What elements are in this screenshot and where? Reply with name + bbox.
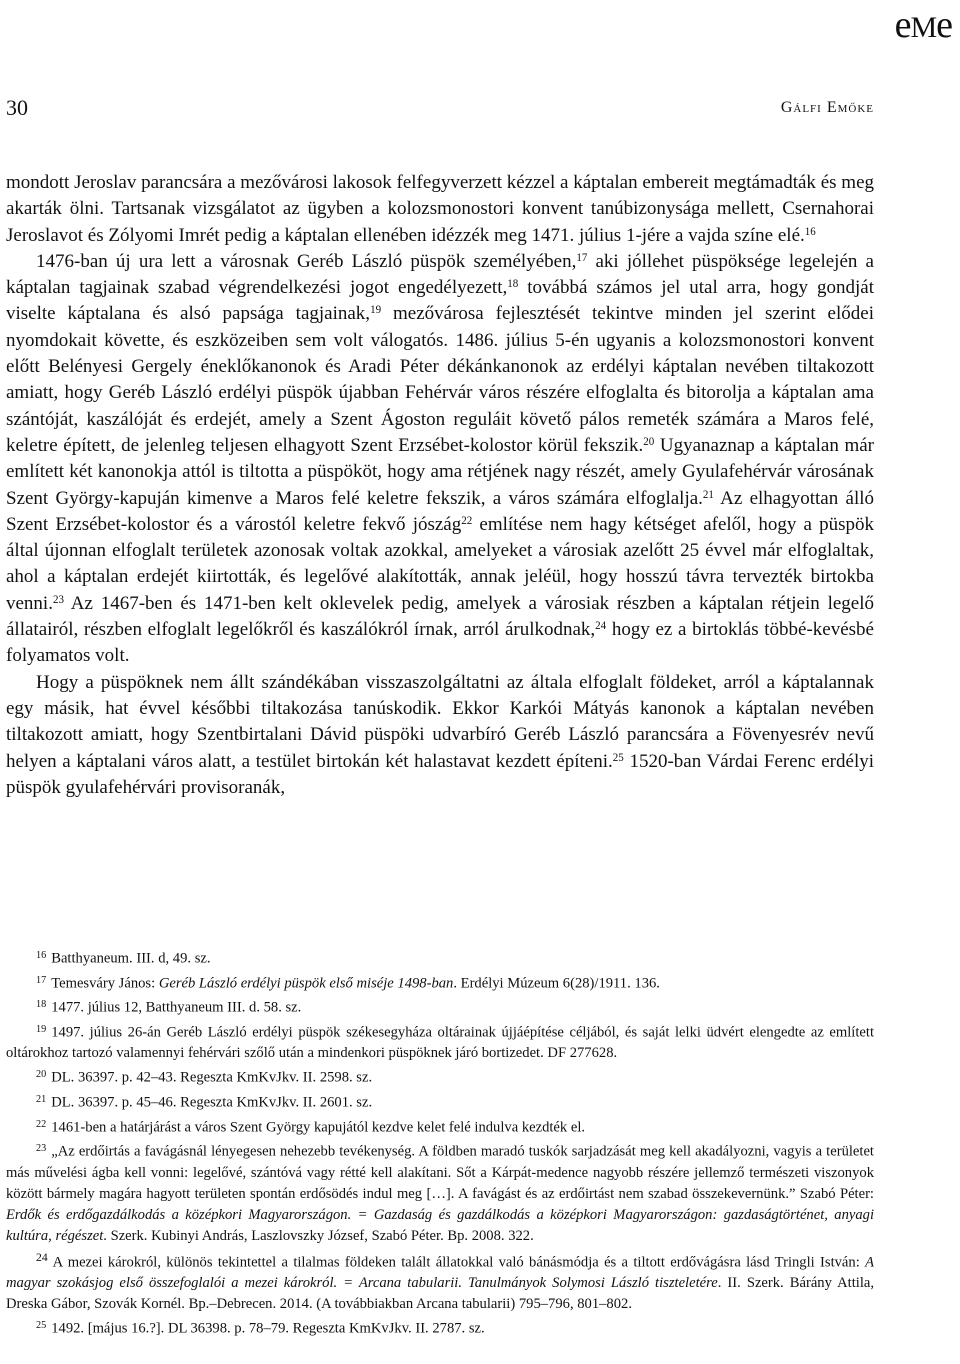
footnote-17: $^{17}$ Temesváry János: Geréb László erdélyi püspök első miséje 1498-ban. Erdélyi Múzeum 6(28)/1911. 136. xyxy=(36,974,660,992)
footnote-ref-23[interactable]: 23 xyxy=(52,593,64,606)
footnote-21: $^{21}$ DL. 36397. p. 45–46. Regeszta KmKvJkv. II. 2601. sz. xyxy=(36,1093,373,1111)
paragraph-1: mondott Jeroslav parancsára a mezővárosi lakosok felfegyverzett kézzel a káptalan embereit megtámadták és meg akarták ölni. Tartsanak vizsgálatot az ügyben a kolozsmonostori konvent tanúbizonysága mellett, Csernahorai Jeroslavot és Zólyomi Imrét pedig a káptalan ellenében idézzék meg 1471. július 1-jére a vajda színe elé.$^{16}$ xyxy=(6,172,874,246)
footnote-19: $^{19}$ 1497. július 26-án Geréb László erdélyi püspök székesegyháza oltárainak újjáépítése céljából, és saját lelki üdvért elengedte az említett oltárokhoz tartozó valamennyi fehérvári szőlő után a mindenkori püspöknek járó bortizedet. DF 277628. xyxy=(6,1023,874,1062)
paragraph-2: 1476-ban új ura lett a városnak Geréb László püspök személyében,$^{17}$ aki jóllehet püspöksége legelején a káptalan tagjainak szabad végrendelkezési jogot engedélyezett,$^{18}$ továbbá számos jel utal arra, hogy gondját viselte káptalana és alsó papsága tagjainak,$^{19}$ mezővárosa fejlesztését tekintve minden jel szerint elődei nyomdokait követte, és eszközeiben sem volt válogatós. 1486. július 5-én ugyanis a kolozsmonostori konvent előtt Belényesi Gergely éneklőkanonok és Aradi Péter dékánkanonok az erdélyi káptalan nevében tiltakozott amiatt, hogy Geréb László erdélyi püspök újabban Fehérvár város részére elfoglalta és bitorolja a káptalan ama szántóját, kaszálóját és erdejét, amely a Szent Ágoston reguláit követő pálos remeték számára a Maros felé, keletre épített, de jelenleg teljesen elhagyott Szent Erzsébet-kolostor körül fekszik.$^{20}$ Ugyanaznap a káptalan már említett két kanonokja attól is tiltotta a püspököt, hogy ama rétjének nagy részét, amely Gyulafehérvár városának Szent György-kapuján kimenve a Maros felé keletre fekszik, a város számára elfoglalja.$^{21}$ Az elhagyottan álló Szent Erzsébet-kolostor és a várostól keletre fekvő jószág$^{22}$ említése nem hagy kétséget afelől, hogy a püspök által újonnan elfoglalt területek azonosak voltak azokkal, amelyeket a városiak azelőtt 25 évvel már elfoglaltak, ahol a káptalan erdejét kiirtották, és legelővé alakították, annak jeléül, hogy hosszú távra tervezték birtokba venni.$^{23}$ Az 1467-ben és 1471-ben kelt oklevelek pedig, amelyek a városiak részben a káptalan rétjein legelő állatairól, részben elfoglalt legelőkről és kaszálókról írnak, arról árulkodnak,$^{24}$ hogy ez a birtoklás többé-kevésbé folyamatos volt. xyxy=(6,250,874,667)
footnote-ref-19[interactable]: 19 xyxy=(370,304,382,317)
footnote-ref-17[interactable]: 17 xyxy=(576,251,588,264)
footnote-25: $^{25}$ 1492. [május 16.?]. DL 36398. p. 78–79. Regeszta KmKvJkv. II. 2787. sz. xyxy=(36,1320,485,1337)
footnote-ref-21[interactable]: 21 xyxy=(702,488,714,501)
main-text xyxy=(6,170,874,801)
footnote-20: $^{20}$ DL. 36397. p. 42–43. Regeszta KmKvJkv. II. 2598. sz. xyxy=(36,1069,373,1086)
journal-logo: eMe xyxy=(894,4,952,46)
footnote-18: $^{18}$ 1477. július 12, Batthyaneum III. d. 58. sz. xyxy=(36,999,302,1016)
footnote-16: $^{16}$ Batthyaneum. III. d, 49. sz. xyxy=(36,950,211,967)
footnote-24: $^{24}$ A mezei károkról, különös tekintettel a tilalmas földeken talált állatokkal való bánásmódja és a tiltott erdővágásra lásd Tringli István: A magyar szokásjog első összefoglalói a mezei károkról. = Arcana tabularii. Tanulmányok Solymosi László tiszteletére. II. Szerk. Bárány Attila, Dreska Gábor, Szovák Kornél. Bp.–Debrecen. 2014. (A továbbiakban Arcana tabularii) 795–796, 801–802. xyxy=(6,1250,874,1312)
footnote-ref-22[interactable]: 22 xyxy=(461,514,473,527)
paragraph-3: Hogy a püspöknek nem állt szándékában visszaszolgáltatni az általa elfoglalt földeket, arról a káptalannak egy másik, hat évvel későbbi tiltakozása tanúskodik. Ekkor Karkói Mátyás kanonok a káptalan nevében tiltakozott amiatt, hogy Szentbirtalani Dávid püspöki udvarbíró Geréb László parancsára a Fövenyesrév nevű helyen a káptalani város alatt, a testület birtokán két halastavat kezdett építeni.$^{25}$ 1520-ban Várdai Ferenc erdélyi püspök gyulafehérvári provisoranák, xyxy=(6,671,874,798)
footnote-ref-24[interactable]: 24 xyxy=(595,620,607,632)
footnote-ref-16[interactable]: 16 xyxy=(804,225,816,238)
running-head: Gálfi Emőke xyxy=(780,99,874,116)
page-number: 30 xyxy=(6,95,28,120)
footnote-ref-20[interactable]: 20 xyxy=(643,435,655,448)
footnote-22: $^{22}$ 1461-ben a határjárást a város Szent György kapujától kezdve kelet felé indulva kezdték el. xyxy=(36,1118,586,1136)
footnote-23: $^{23}$ „Az erdőirtás a favágásnál lényegesen nehezebb tevékenység. A földben maradó tuskók sarjadzását meg kell akadályozni, vagyis a területet más művelési ágba kell vonni: legelővé, szántóvá vagy rétté kell alakítani. Sőt a Kárpát-medence nagyobb részére jellemző természeti viszonyok között bármely magára hagyott területen spontán erdősödés indul meg […]. A favágást és az erdőirtást nem szabad összekevernünk.” Szabó Péter: Erdők és erdőgazdálkodás a középkori Magyarországon. = Gazdaság és gazdálkodás a középkori Magyarországon: gazdaságtörténet, anyagi kultúra, régészet. Szerk. Kubinyi András, Laszlovszky József, Szabó Péter. Bp. 2008. 322. xyxy=(6,1143,874,1244)
footnote-ref-25[interactable]: 25 xyxy=(612,751,624,764)
footnote-ref-18[interactable]: 18 xyxy=(507,278,519,291)
footnotes xyxy=(6,945,874,1340)
